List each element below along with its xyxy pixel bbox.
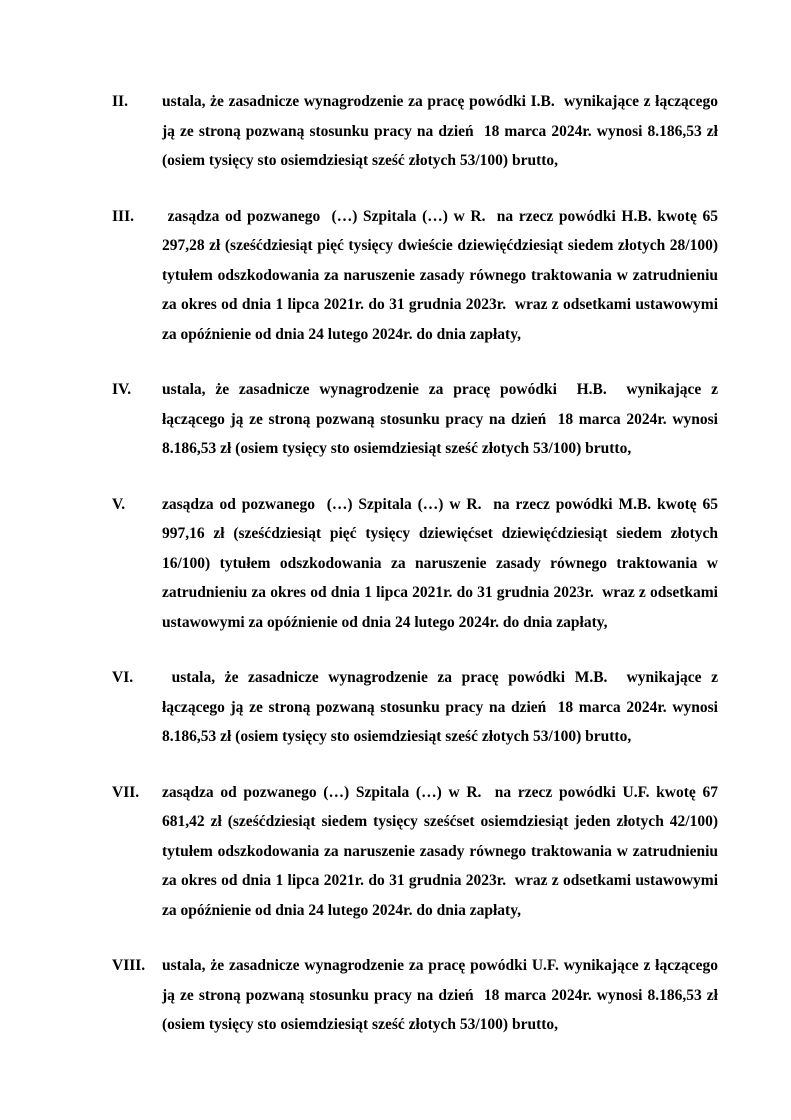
item-number: II. [112,93,128,110]
judgment-item-VII [112,778,726,926]
judgment-item-IV [112,375,722,464]
item-text: ustala, że zasadnicze wynagrodzenie za pracę powódki U.F. wynikające z łączącego ją ze stroną pozwaną stosunku pracy na dzień 18 marca 2024r. wynosi 8.186,53 zł (osiem tysięcy sto osiemdziesiąt sześć złotych 53/100) brutto, [162,957,722,1033]
judgment-item-II [112,87,722,176]
item-text: zasądza od pozwanego (…) Szpitala (…) w R. na rzecz powódki M.B. kwotę 65 997,16 zł (sześćdziesiąt pięć tysięcy dziewięćset dziewięćdziesiąt siedem złotych 16/100) tytułem odszkodowania za naruszenie zasady równego traktowania w zatrudnieniu za okres od dnia 1 lipca 2021r. do 31 grudnia 2023r. wraz z odsetkami ustawowymi za opóźnienie od dnia 24 lutego 2024r. do dnia zapłaty, [162,495,722,631]
item-number: IV. [112,381,132,398]
judgment-item-III [112,202,726,350]
item-number: III. [112,207,134,225]
judgment-item-VI [112,663,722,752]
item-number: V. [112,495,126,513]
item-number: VII. [112,783,140,801]
judgment-item-VIII [112,951,722,1040]
judgment-item-V [112,490,722,638]
item-number: VIII. [112,957,146,974]
item-number: VI. [112,669,134,686]
item-text: zasądza od pozwanego (…) Szpitala (…) w R. na rzecz powódki H.B. kwotę 65 297,28 zł (sześćdziesiąt pięć tysięcy dwieście dziewięćdziesiąt siedem złotych 28/100) tytułem odszkodowania za naruszenie zasady równego traktowania w zatrudnieniu za okres od dnia 1 lipca 2021r. do 31 grudnia 2023r. wraz z odsetkami ustawowymi za opóźnienie od dnia 24 lutego 2024r. do dnia zapłaty, [162,207,726,343]
item-text: zasądza od pozwanego (…) Szpitala (…) w R. na rzecz powódki U.F. kwotę 67 681,42 zł (sześćdziesiąt siedem tysięcy sześćset osiemdziesiąt jeden złotych 42/100) tytułem odszkodowania za naruszenie zasady równego traktowania w zatrudnieniu za okres od dnia 1 lipca 2021r. do 31 grudnia 2023r. wraz z odsetkami ustawowymi za opóźnienie od dnia 24 lutego 2024r. do dnia zapłaty, [162,783,726,919]
item-text: ustala, że zasadnicze wynagrodzenie za pracę powódki H.B. wynikające z łączącego ją ze stroną pozwaną stosunku pracy na dzień 18 marca 2024r. wynosi 8.186,53 zł (osiem tysięcy sto osiemdziesiąt sześć złotych 53/100) brutto, [162,381,722,457]
item-text: ustala, że zasadnicze wynagrodzenie za pracę powódki I.B. wynikające z łączącego ją ze stroną pozwaną stosunku pracy na dzień 18 marca 2024r. wynosi 8.186,53 zł (osiem tysięcy sto osiemdziesiąt sześć złotych 53/100) brutto, [162,93,722,169]
item-text: ustala, że zasadnicze wynagrodzenie za pracę powódki M.B. wynikające z łączącego ją ze stroną pozwaną stosunku pracy na dzień 18 marca 2024r. wynosi 8.186,53 zł (osiem tysięcy sto osiemdziesiąt sześć złotych 53/100) brutto, [162,669,722,745]
